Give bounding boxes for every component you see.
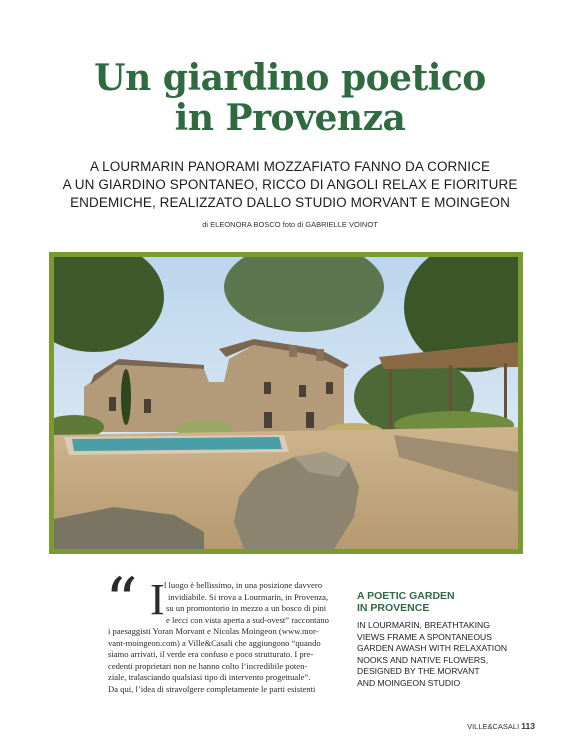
body-line: cedenti proprietari non ne hanno colto l’incredibile poten-: [108, 660, 308, 671]
body-line: su un promontorio in mezzo a un bosco di pini: [166, 603, 327, 614]
sidebar-text: [357, 620, 507, 689]
quote-mark: “: [105, 565, 138, 639]
body-line: i paesaggisti Yoran Morvant e Nicolas Moingeon (www.mor-: [108, 626, 319, 636]
sidebar-heading-line: A POETIC GARDEN: [357, 590, 455, 602]
body-line: ziale, tralasciando qualsiasi tipo di intervento progettuale”.: [108, 672, 311, 683]
deck-line-2: A UN GIARDINO SPONTANEO, RICCO DI ANGOLI RELAX E FIORITURE: [62, 177, 518, 192]
garden-photo: [54, 257, 518, 549]
byline-photo-label: foto di: [282, 220, 304, 229]
title-line-2: in Provenza: [174, 97, 406, 139]
sidebar-line: AND MOINGEON STUDIO: [357, 677, 461, 688]
photo-frame: [49, 252, 523, 554]
sidebar-line: NOOKS AND NATIVE FLOWERS,: [357, 654, 489, 665]
body-line: l luogo è bellissimo, in una posizione davvero: [164, 580, 323, 590]
body-text-indented: [164, 580, 329, 626]
sidebar-line: VIEWS FRAME A SPONTANEOUS: [357, 631, 492, 642]
sidebar-line: DESIGNED BY THE MORVANT: [357, 666, 480, 676]
body-line: siamo arrivati, il verde era confuso e poco strutturato. I pre-: [108, 649, 314, 660]
deck-line-3: ENDEMICHE, REALIZZATO DALLO STUDIO MORVANT E MOINGEON: [70, 195, 510, 210]
body-line: invidiabile. Si trova a Lourmarin, in Provenza,: [168, 591, 329, 602]
byline-prefix: di: [202, 220, 209, 229]
title-line-1: Un giardino poetico: [94, 57, 486, 99]
page-footer: [467, 721, 535, 731]
byline-photographer: GABRIELLE VOINOT: [305, 220, 378, 229]
body-line: Da qui, l’idea di stravolgere completamente le parti esistenti: [108, 683, 316, 694]
byline-author: ELEONORA BOSCO: [210, 220, 281, 229]
sidebar-heading-line: IN PROVENCE: [357, 602, 430, 614]
article-title: [0, 58, 580, 138]
sidebar-line: IN LOURMARIN, BREATHTAKING: [357, 620, 490, 630]
magazine-name: VILLE&CASALI: [467, 722, 520, 731]
deck-line-1: A LOURMARIN PANORAMI MOZZAFIATO FANNO DA CORNICE: [89, 159, 491, 174]
body-text: [108, 626, 321, 696]
page-number: 113: [521, 721, 535, 731]
sidebar-line: GARDEN AWASH WITH RELAXATION: [357, 643, 508, 653]
drop-cap: I: [150, 575, 165, 624]
body-line: e lecci con vista aperta a sud-ovest” raccontano: [166, 614, 329, 625]
body-line: vant-moingeon.com) a Ville&Casali che aggiungono “quando: [108, 637, 321, 648]
article-deck: [40, 158, 540, 212]
byline: [0, 220, 580, 229]
sidebar-heading: [357, 590, 455, 614]
